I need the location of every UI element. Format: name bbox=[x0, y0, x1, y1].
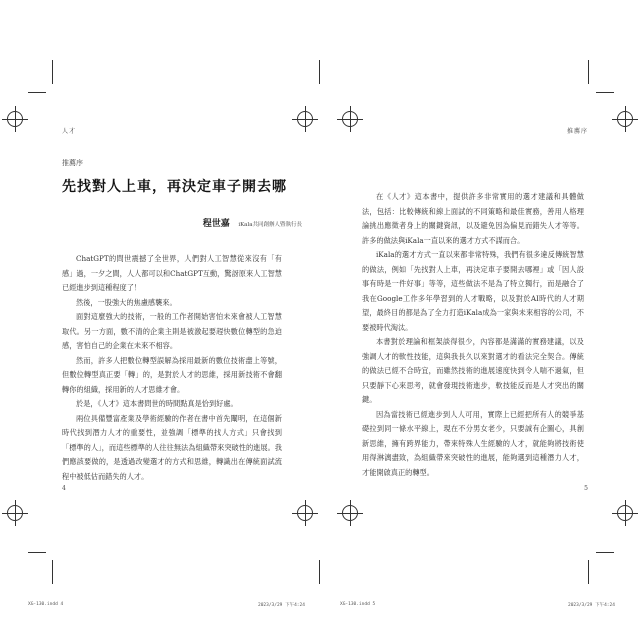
paragraph: 兩位具備豐富產業及學術經驗的作者在書中首先闡明，在這個新時代找到潛力人才的重要性，並強調「標準的找人方式」只會找到「標準的人」，而這些標準的人往往無法為組織帶來突破性的進展。我們應該要做的，是透過改變選才的方式和思維，轉識出在傳統面試流程中被低估而錯失的人才。 bbox=[62, 413, 282, 481]
crop-mark bbox=[588, 60, 589, 84]
running-head: 人才 bbox=[62, 128, 77, 135]
slug-file-right: XG-130.indd 5 bbox=[340, 602, 376, 607]
crop-mark bbox=[588, 560, 589, 584]
crop-mark bbox=[52, 560, 53, 584]
crop-mark bbox=[596, 92, 614, 93]
crop-mark bbox=[319, 560, 320, 584]
registration-mark-bottom-center-left bbox=[297, 505, 313, 521]
paragraph: 於是，《人才》這本書問世的時間點真是恰到好處。 bbox=[76, 399, 238, 408]
paragraph: 因為當技術已經進步到人人可用，實際上已經把所有人的競爭基礎拉到同一條水平線上，現在不分男女老少，只要誠有企圖心，具創新思維，擁有跨界能力，帶來特殊人生經驗的人才，就能夠將技術使用得淋漓盡致，為組織帶來突破性的進展，能夠選到這種潛力人才，才能開啟真正的轉型。 bbox=[362, 409, 584, 477]
registration-mark-top-left bbox=[7, 111, 23, 127]
crop-mark bbox=[28, 92, 46, 93]
paragraph: 本書對於理論和框架談得很少，內容都是滿滿的實務建議，以及強調人才的軟性技能，這與我長久以來對選才的看法完全契合。傳統的做法已經不合時宜，而雖然技術的進展速度快到令人喘不過氣，但只要靜下心來思考，就會發現技術進步，軟技能反而是人才突出的關鍵。 bbox=[362, 337, 584, 404]
author-role: iKala共同創辦人暨執行長 bbox=[238, 222, 302, 228]
slug-date-left: 2023/3/29 下午4:24 bbox=[258, 603, 305, 608]
section-label: 推薦序 bbox=[62, 159, 83, 167]
chapter-title: 先找對人上車，再決定車子開去哪 bbox=[62, 179, 287, 195]
page-number: 5 bbox=[584, 485, 588, 492]
crop-mark bbox=[596, 552, 614, 553]
crop-mark bbox=[28, 552, 46, 553]
paragraph: 然後，一股強大的焦慮感襲來。 bbox=[76, 297, 177, 307]
paragraph: 面對這麼強大的技術，一般的工作者開始害怕未來會被人工智慧取代。另一方面，數不清的企業主則是被激起要趕快數位轉型的急迫感，害怕自己的企業在未來不相容。 bbox=[62, 312, 282, 350]
crop-mark bbox=[319, 60, 320, 84]
paragraph: ChatGPT的問世震撼了全世界，人們對人工智慧從來沒有「有感」過，一夕之間，人人都可以和ChatGPT互動，驚訝原來人工智慧已經進步到這種程度了！ bbox=[62, 254, 282, 292]
body-text bbox=[362, 190, 584, 480]
registration-mark-top-right bbox=[617, 111, 633, 127]
registration-mark-bottom-center-right bbox=[342, 505, 358, 521]
registration-mark-top-center-left bbox=[297, 111, 313, 127]
paragraph: iKala的選才方式一直以來都非常特殊，我們有很多違反傳統智慧的做法，例如「先找對人上車，再決定車子要開去哪裡」或「因人設事有時是一件好事」等等，這些做法不是為了特立獨行，而是融合了我在Google工作多年學習到的人才戰略，以及對於AI時代的人才期望，最終目的都是為了全力打造iKala成為一家與未來相容的公司，不要被時代淘汰。 bbox=[362, 250, 584, 332]
paragraph: 然而，許多人把數位轉型誤解為採用最新的數位技術盡上等號，但數位轉型真正要「轉」的，是對於人才的思維，採用新技術不會翻轉你的組織，採用新的人才思維才會。 bbox=[62, 355, 282, 394]
slug-file-left: XG-130.indd 4 bbox=[28, 602, 64, 607]
registration-mark-bottom-left bbox=[7, 505, 23, 521]
slug-date-right: 2023/3/29 下午4:24 bbox=[568, 603, 615, 608]
registration-mark-bottom-right bbox=[617, 505, 633, 521]
right-page bbox=[362, 128, 588, 500]
running-head: 推薦序 bbox=[566, 128, 588, 135]
left-page bbox=[52, 128, 302, 500]
author-name: 程世嘉 bbox=[202, 219, 230, 229]
body-text bbox=[62, 252, 282, 484]
crop-mark bbox=[52, 60, 53, 84]
author-line bbox=[203, 216, 302, 229]
paragraph: 在《人才》這本書中，提供許多非常實用的選才建議和具體做法，包括：比較傳統和線上面試的不同策略和最佳實務，善用人格理論挑出應徵者身上的關鍵資訊，以及避免因為偏見而錯失人才等等。許多的做法與iKala一直以來的選才方式不謀而合。 bbox=[362, 192, 584, 245]
page-number: 4 bbox=[62, 485, 66, 492]
registration-mark-top-center-right bbox=[342, 111, 358, 127]
